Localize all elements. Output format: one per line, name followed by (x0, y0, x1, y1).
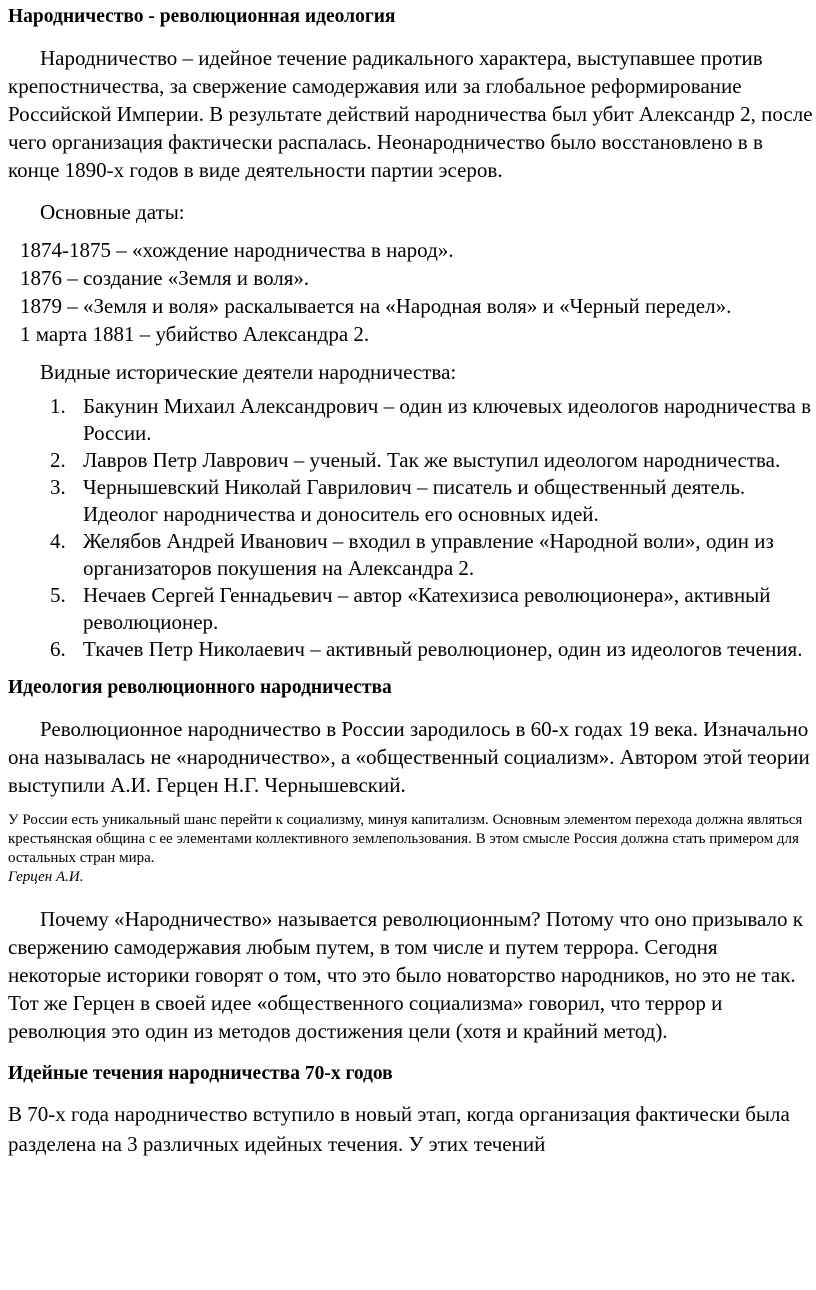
list-item-text: Лавров Петр Лаврович – ученый. Так же выступил идеологом народничества. (83, 448, 781, 472)
date-item: 1879 – «Земля и воля» раскалывается на «Народная воля» и «Черный передел». (20, 294, 732, 318)
ideology-paragraph: Революционное народничество в России зародилось в 60-х годах 19 века. Изначально она называлась не «народничество», а «общественный социализм». Автором этой теории выступили А.И. Герцен Н.Г. Чернышевский. (8, 717, 810, 797)
list-item (8, 582, 816, 636)
list-item-text: Бакунин Михаил Александрович – один из ключевых идеологов народничества в России. (83, 394, 812, 445)
list-number: 6. (50, 637, 66, 661)
list-number: 3. (50, 475, 66, 499)
dates-list (8, 236, 816, 348)
revolutionary-paragraph: Почему «Народничество» называется революционным? Потому что оно призывало к свержению самодержавия любым путем, в том числе и путем террора. Сегодня некоторые историки говорят о том, что это было новаторство народников, но это не так. Тот же Герцен в своей идее «общественного социализма» говорил, что террор и революция это один из методов достижения цели (хотя и крайний метод). (8, 907, 803, 1043)
figures-label: Видные исторические деятели народничества: (40, 360, 457, 384)
list-number: 4. (50, 529, 66, 553)
list-item (8, 474, 816, 528)
date-item: 1874-1875 – «хождение народничества в народ». (20, 238, 454, 262)
list-item-text: Ткачев Петр Николаевич – активный революционер, один из идеологов течения. (83, 637, 803, 661)
section-heading-populism: Народничество - революционная идеология (8, 6, 396, 27)
quote-author: Герцен А.И. (8, 869, 84, 885)
date-item: 1 марта 1881 – убийство Александра 2. (20, 322, 370, 346)
list-item-text: Желябов Андрей Иванович – входил в управление «Народной воли», один из организаторов покушения на Александра 2. (83, 529, 774, 580)
herzen-quote: У России есть уникальный шанс перейти к социализму, минуя капитализм. Основным элементом перехода должна являться крестьянская община с ее элементами коллективного землепользования. В этом смысле Россия должна стать примером для остальных стран мира. (8, 812, 803, 866)
intro-paragraph: Народничество – идейное течение радикального характера, выступавшее против крепостничества, за свержение самодержавия или за глобальное реформирование Российской Империи. В результате действий народничества был убит Александр 2, после чего организация фактически распалась. Неонародничество было восстановлено в в конце 1890-х годов в виде деятельности партии эсеров. (8, 46, 813, 182)
list-item-text: Чернышевский Николай Гаврилович – писатель и общественный деятель. Идеолог народничества и доноситель его основных идей. (83, 475, 746, 526)
list-number: 2. (50, 448, 66, 472)
list-item (8, 636, 816, 663)
list-item-text: Нечаев Сергей Геннадьевич – автор «Катехизиса революционера», активный революционер. (83, 583, 771, 634)
list-item (8, 528, 816, 582)
section-heading-currents: Идейные течения народничества 70-х годов (8, 1063, 393, 1084)
list-number: 1. (50, 394, 66, 418)
section-heading-ideology: Идеология революционного народничества (8, 677, 392, 698)
list-item (8, 447, 816, 474)
figures-list (8, 393, 816, 663)
dates-label: Основные даты: (40, 200, 185, 224)
date-item: 1876 – создание «Земля и воля». (20, 266, 310, 290)
currents-paragraph: В 70-х года народничество вступило в новый этап, когда организация фактически была разделена на 3 различных идейных течения. У этих течений (8, 1102, 790, 1156)
list-number: 5. (50, 583, 66, 607)
list-item (8, 393, 816, 447)
